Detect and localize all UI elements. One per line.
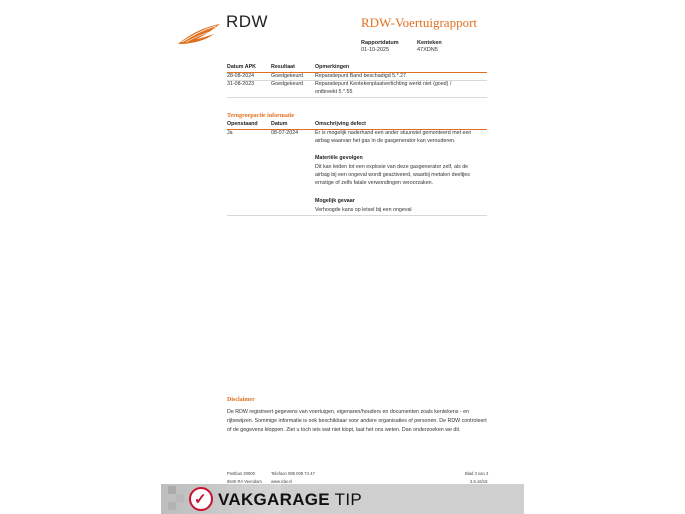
apk-row-2-remark-line2: ontbreekt 5.*.55 bbox=[315, 89, 353, 95]
plate-value: 47XDN5 bbox=[417, 47, 438, 53]
plate-label: Kenteken bbox=[417, 40, 442, 46]
banner-square-3 bbox=[168, 502, 176, 510]
recall-defect-line-1: Er is mogelijk naderhand een ander stuurwiel gemonteerd met een bbox=[315, 130, 472, 136]
recall-defect-line-2: airbag waarvan het gas in de gasgenerator kan verouderen. bbox=[315, 138, 456, 144]
recall-date-value: 08-07-2024 bbox=[271, 130, 299, 136]
brand-bold: VAKGARAGE bbox=[218, 490, 330, 509]
checkmark-icon: ✓ bbox=[194, 491, 207, 508]
material-line-1: Dit kan leiden tot een explosie van deze gasgenerator zelf, als de bbox=[315, 164, 469, 170]
recall-header-defect: Omschrijving defect bbox=[315, 121, 366, 127]
recall-header-date: Datum bbox=[271, 121, 288, 127]
possible-danger-text: Verhoogde kans op letsel bij een ongeval bbox=[315, 207, 412, 213]
possible-danger-title: Mogelijk gevaar bbox=[315, 198, 355, 204]
apk-row-1-remark: Reparatiepunt Band beschadigd 5.*.27 bbox=[315, 73, 406, 79]
brand-title: RDW bbox=[226, 12, 269, 31]
material-line-2: airbag bij een ongeval wordt geactiveerd, waarbij metalen deeltjes bbox=[315, 172, 470, 178]
apk-table-bottom-rule bbox=[227, 97, 487, 98]
banner-square-2 bbox=[176, 494, 184, 502]
apk-row-1-date: 28-08-2024 bbox=[227, 73, 255, 79]
disclaimer-text: De RDW registreert gegevens van voertuigen, eigenaren/houders en documenten zoals kentekens - en rijbewijzen. Sommige informatie is ook beschikbaar voor andere organisaties of personen. De RDW controleert of de gegevens kloppen. Ziet u toch iets wat niet klopt, laat het ons weten. Dan onderzoeken we dit. bbox=[227, 409, 487, 433]
recall-bottom-rule bbox=[227, 215, 487, 216]
apk-header-remarks: Opmerkingen bbox=[315, 64, 350, 70]
disclaimer-title: Disclaimer bbox=[227, 397, 255, 403]
apk-header-date: Datum APK bbox=[227, 64, 256, 70]
recall-section-title: Terugroepactie informatie bbox=[227, 113, 295, 119]
apk-row-2-result: Goedgekeurd bbox=[271, 81, 304, 87]
footer-city: 9640 RA Veendam bbox=[227, 479, 262, 484]
report-date-value: 01-10-2025 bbox=[361, 47, 390, 53]
vakgarage-brand bbox=[218, 490, 362, 510]
footer-page-number: Blad 3 van 3 bbox=[465, 471, 489, 476]
apk-header-result: Resultaat bbox=[271, 64, 295, 70]
banner-square-1 bbox=[168, 486, 176, 494]
recall-open-value: Ja bbox=[227, 130, 233, 136]
apk-row-1-result: Goedgekeurd bbox=[271, 73, 304, 79]
rdw-logo-icon bbox=[176, 22, 222, 46]
recall-header-open: Openstaand bbox=[227, 121, 258, 127]
footer-code: 3.6.16/18 bbox=[470, 479, 488, 484]
report-date-label: Rapportdatum bbox=[361, 40, 399, 46]
report-title: RDW-Voertuigrapport bbox=[361, 15, 478, 30]
apk-row-2-date: 31-08-2023 bbox=[227, 81, 255, 87]
footer-postbus: Postbus 30000 bbox=[227, 471, 255, 476]
apk-row-2-remark-line1: Reparatiepunt Kentekenplaatverlichting werkt niet (goed) / bbox=[315, 81, 452, 87]
footer-website[interactable]: www.rdw.nl bbox=[271, 479, 292, 484]
brand-light: TIP bbox=[329, 490, 363, 509]
material-consequences-title: Materiële gevolgen bbox=[315, 155, 363, 161]
material-line-3: ernstige of zelfs fatale verwondingen veroorzaken. bbox=[315, 180, 434, 186]
footer-phone: Telefoon 088 008 74 47 bbox=[271, 471, 315, 476]
